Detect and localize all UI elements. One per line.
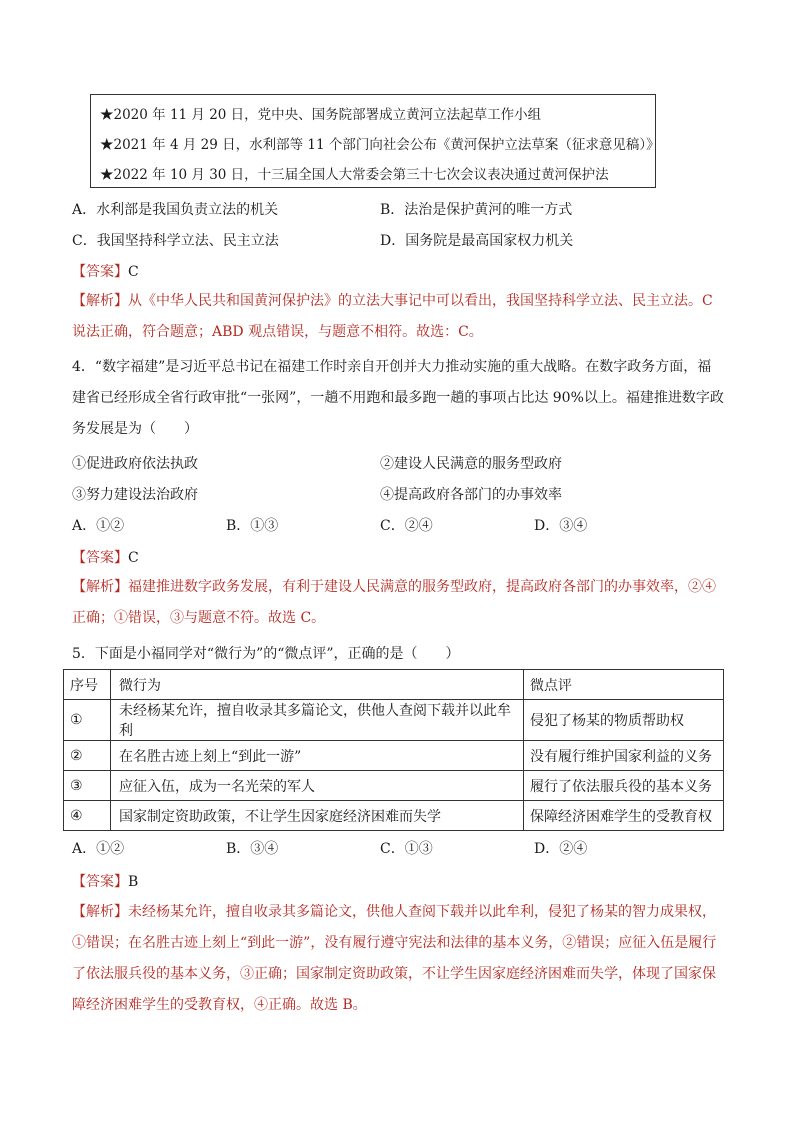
table-header-row xyxy=(64,670,724,700)
table-header: 微行为 xyxy=(111,670,524,700)
q5-stem: 5．下面是小福同学对“微行为”的“微点评”，正确的是（ ） xyxy=(72,646,460,662)
answer-value: C xyxy=(128,550,139,566)
q5-answer xyxy=(72,871,138,891)
table-row xyxy=(64,741,724,771)
q3-answer xyxy=(72,261,139,281)
q5-option-b: B．③④ xyxy=(226,841,279,857)
q4-option-b: B．①③ xyxy=(226,518,279,534)
q4-stem: 4．“数字福建”是习近平总书记在福建工作时亲自开创并大力推动实施的重大战略。在数字政务方面，福建省已经形成全省行政审批“一张网”，一趟不用跑和最多跑一趟的事项占比达 90%以上。福建推进数字政务发展是为（ ） xyxy=(72,359,724,437)
table-cell: ① xyxy=(64,700,111,741)
table-cell: 国家制定资助政策，不让学生因家庭经济困难而失学 xyxy=(111,801,524,831)
table-cell: 保障经济困难学生的受教育权 xyxy=(524,801,724,831)
q3-option-d: D．国务院是最高国家权力机关 xyxy=(380,233,574,249)
q3-analysis xyxy=(72,286,724,348)
table-cell: 在名胜古迹上刻上“到此一游” xyxy=(111,741,524,771)
q5-table xyxy=(63,669,724,831)
q4-item-3: ③努力建设法治政府 xyxy=(72,487,198,503)
timeline-line: ★2022 年 10 月 30 日，十三届全国人大常委会第三十七次会议表决通过黄河保护法 xyxy=(100,167,609,183)
table-cell: ④ xyxy=(64,801,111,831)
analysis-text: 福建推进数字政务发展，有利于建设人民满意的服务型政府，提高政府各部门的办事效率，②④正确；①错误，③与题意不符。故选 C。 xyxy=(72,579,716,626)
q4-item-4: ④提高政府各部门的办事效率 xyxy=(380,487,562,503)
answer-value: C xyxy=(128,264,139,280)
q4-option-a: A．①② xyxy=(72,518,125,534)
table-cell: 侵犯了杨某的物质帮助权 xyxy=(524,700,724,741)
q5-option-d: D．②④ xyxy=(534,841,588,857)
q3-option-a: A．水利部是我国负责立法的机关 xyxy=(72,202,279,218)
timeline-box xyxy=(90,94,660,188)
q4-option-c: C．②④ xyxy=(380,518,433,534)
timeline-line: ★2020 年 11 月 20 日，党中央、国务院部署成立黄河立法起草工作小组 xyxy=(100,107,542,123)
analysis-label: 【解析】 xyxy=(72,904,128,920)
table-cell: ③ xyxy=(64,771,111,801)
analysis-text: 未经杨某允许，擅自收录其多篇论文，供他人查阅下载并以此牟利，侵犯了杨某的智力成果权，①错误；在名胜古迹上刻上“到此一游”，没有履行遵守宪法和法律的基本义务，②错误；应征入伍是履行了依法服兵役的基本义务，③正确；国家制定资助政策，不让学生因家庭经济困难而失学，体现了国家保障经济困难学生的受教育权，④正确。故选 B。 xyxy=(72,904,717,1013)
analysis-label: 【解析】 xyxy=(72,579,128,595)
table-cell: ② xyxy=(64,741,111,771)
q3-option-b: B．法治是保护黄河的唯一方式 xyxy=(380,202,573,218)
table-cell: 履行了依法服兵役的基本义务 xyxy=(524,771,724,801)
answer-label: 【答案】 xyxy=(72,264,128,280)
q4-answer xyxy=(72,547,139,567)
table-row xyxy=(64,801,724,831)
q5-option-c: C．①③ xyxy=(380,841,433,857)
table-cell: 应征入伍，成为一名光荣的军人 xyxy=(111,771,524,801)
table-row xyxy=(64,700,724,741)
answer-label: 【答案】 xyxy=(72,874,128,890)
answer-label: 【答案】 xyxy=(72,550,128,566)
table-row xyxy=(64,771,724,801)
timeline-line: ★2021 年 4 月 29 日，水利部等 11 个部门向社会公布《黄河保护立法草案（征求意见稿）》 xyxy=(100,137,660,153)
q4-analysis xyxy=(72,572,724,634)
q3-option-c: C．我国坚持科学立法、民主立法 xyxy=(72,233,279,249)
table-header: 序号 xyxy=(64,670,111,700)
q5-analysis xyxy=(72,897,724,1021)
q5-option-a: A．①② xyxy=(72,841,125,857)
answer-value: B xyxy=(128,874,139,890)
q4-item-1: ①促进政府依法执政 xyxy=(72,456,198,472)
table-cell: 没有履行维护国家利益的义务 xyxy=(524,741,724,771)
table-cell: 未经杨某允许，擅自收录其多篇论文，供他人查阅下载并以此牟利 xyxy=(111,700,524,741)
table-header: 微点评 xyxy=(524,670,724,700)
analysis-label: 【解析】 xyxy=(72,293,128,309)
analysis-text: 从《中华人民共和国黄河保护法》的立法大事记中可以看出，我国坚持科学立法、民主立法。C 说法正确，符合题意；ABD 观点错误，与题意不相符。故选：C。 xyxy=(72,293,713,340)
q4-option-d: D．③④ xyxy=(534,518,588,534)
q4-item-2: ②建设人民满意的服务型政府 xyxy=(380,456,562,472)
